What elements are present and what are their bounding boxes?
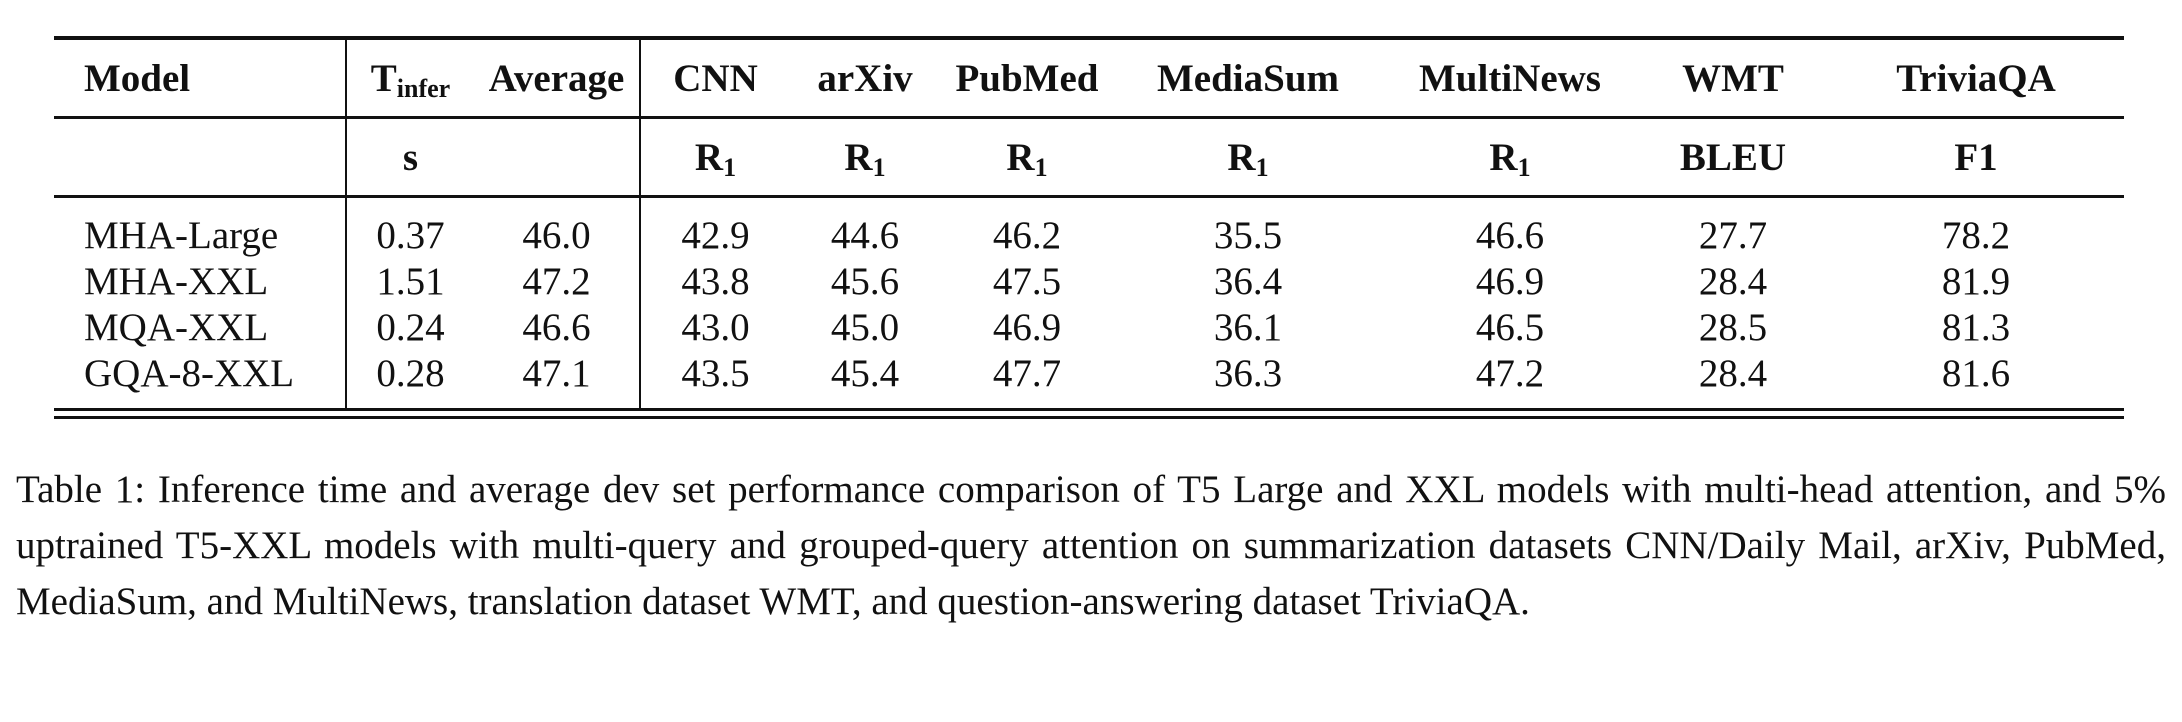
cell-model: MHA-Large [54, 198, 346, 258]
results-table-container [54, 36, 2124, 419]
cell-value: 28.4 [1698, 351, 1768, 395]
cell-value: 47.5 [992, 259, 1062, 303]
cell-value: 47.2 [1475, 351, 1545, 395]
cell-tinfer: 0.37 [376, 213, 445, 257]
units-metric: BLEU [1679, 135, 1787, 179]
cell-value: 46.5 [1475, 305, 1545, 349]
cell-value: 78.2 [1941, 213, 2011, 257]
header-dataset-triviaqa: TriviaQA [1896, 56, 2056, 100]
cell-tinfer: 0.28 [376, 351, 445, 395]
units-metric: $R_1$ [1227, 135, 1269, 182]
header-dataset-pubmed: PubMed [955, 56, 1099, 100]
cell-tinfer: 1.51 [376, 259, 445, 303]
units-average [474, 119, 640, 195]
cell-average: 46.0 [474, 198, 640, 258]
header-dataset-mediasum: MediaSum [1156, 56, 1339, 100]
cell-value: 81.6 [1941, 351, 2011, 395]
cell-value: 81.9 [1941, 259, 2011, 303]
table-bottom-rule-2 [54, 416, 2124, 419]
units-metric: F1 [1954, 135, 1998, 179]
units-metric: $R_1$ [1006, 135, 1048, 182]
cell-value: 46.6 [1475, 213, 1545, 257]
cell-value: 27.7 [1698, 213, 1768, 257]
cell-value: 36.3 [1213, 351, 1283, 395]
cell-value: 36.1 [1213, 305, 1283, 349]
header-average: Average [474, 40, 640, 116]
cell-value: 45.4 [830, 351, 900, 395]
table-caption: Table 1: Inference time and average dev set performance comparison of T5 Large and XXL models with multi-head attention, and 5% uptrained T5-XXL models with multi-query and grouped-query attention on summarization datasets CNN/Daily Mail, arXiv, PubMed, MediaSum, and MultiNews, translation dataset WMT, and question-answering dataset TriviaQA. [16, 468, 2166, 623]
cell-value: 45.6 [830, 259, 900, 303]
header-tinfer-sub: infer [396, 73, 451, 103]
header-dataset-arxiv: arXiv [817, 56, 913, 100]
cell-value: 81.3 [1941, 305, 2011, 349]
table-row [54, 198, 2124, 258]
cell-value: 43.0 [681, 305, 750, 349]
cell-value: 45.0 [830, 305, 900, 349]
units-tinfer: s [402, 135, 419, 179]
cell-average: 46.6 [474, 304, 640, 350]
table-row [54, 258, 2124, 304]
cell-value: 44.6 [830, 213, 900, 257]
cell-value: 36.4 [1213, 259, 1283, 303]
cell-value: 28.5 [1698, 305, 1768, 349]
units-metric: $R_1$ [694, 135, 737, 182]
cell-average: 47.2 [474, 258, 640, 304]
header-dataset-wmt: WMT [1682, 56, 1784, 100]
table-row [54, 304, 2124, 350]
header-tinfer-main: T [370, 56, 397, 100]
cell-value: 46.9 [992, 305, 1062, 349]
header-dataset-multinews: MultiNews [1419, 56, 1601, 100]
units-metric: $R_1$ [1489, 135, 1531, 182]
cell-value: 46.2 [992, 213, 1062, 257]
cell-model: MHA-XXL [54, 258, 346, 304]
cell-value: 43.5 [681, 351, 750, 395]
cell-model: GQA-8-XXL [54, 350, 346, 408]
cell-average: 47.1 [474, 350, 640, 408]
units-row [54, 119, 2124, 195]
table-row [54, 350, 2124, 408]
header-row [54, 40, 2124, 116]
cell-value: 42.9 [681, 213, 750, 257]
cell-value: 28.4 [1698, 259, 1768, 303]
cell-value: 35.5 [1213, 213, 1283, 257]
header-dataset-cnn: CNN [673, 56, 758, 100]
results-table [54, 40, 2124, 408]
cell-value: 43.8 [681, 259, 750, 303]
header-model: Model [54, 40, 346, 116]
header-tinfer [346, 40, 474, 116]
cell-tinfer: 0.24 [376, 305, 445, 349]
units-model-empty [54, 119, 346, 195]
cell-value: 46.9 [1475, 259, 1545, 303]
cell-value: 47.7 [992, 351, 1062, 395]
units-metric: $R_1$ [844, 135, 886, 182]
cell-model: MQA-XXL [54, 304, 346, 350]
